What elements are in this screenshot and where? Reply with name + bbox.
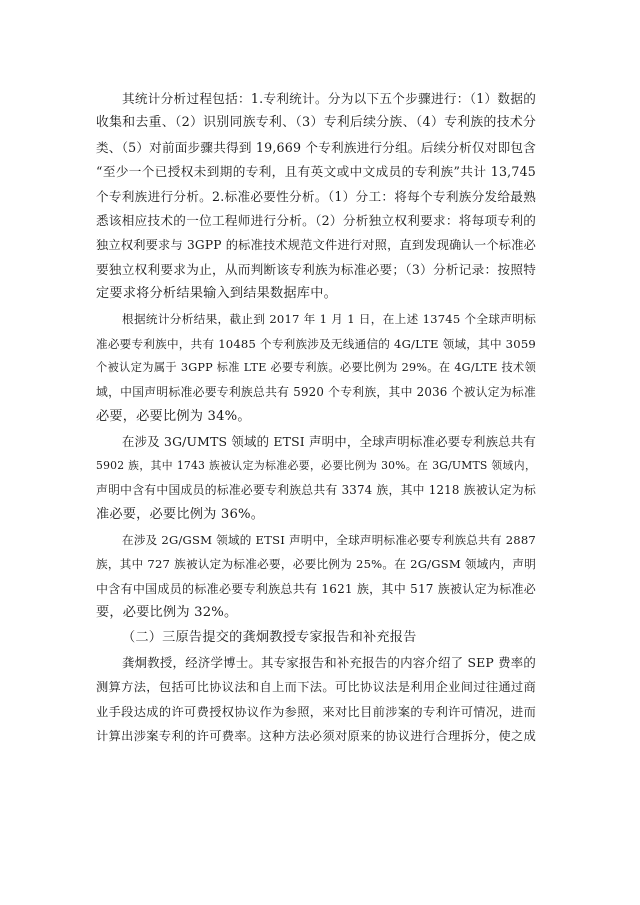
text-line: 业手段达成的许可费授权协议作为参照，来对比目前涉案的专利许可情况，进而 bbox=[96, 704, 536, 719]
text-line: 要独立权利要求为止，从而判断该专利族为标准必要；（3）分析记录：按照特 bbox=[96, 261, 536, 277]
text-line: 域，中国声明标准必要专利族总共有 5920 个专利族，其中 2036 个被认定为标准 bbox=[96, 385, 536, 400]
text-line: 在涉及 2G/GSM 领域的 ETSI 声明中，全球声明标准必要专利族总共有 2887 bbox=[122, 532, 536, 547]
text-line: 计算出涉案专利的许可费率。这种方法必须对原来的协议进行合理拆分，使之成 bbox=[96, 729, 536, 744]
text-line: 在涉及 3G/UMTS 领域的 ETSI 声明中，全球声明标准必要专利族总共有 bbox=[122, 433, 536, 449]
text-line: 测算方法，包括可比协议法和自上而下法。可比协议法是利用企业间过往通过商 bbox=[96, 680, 536, 695]
section-heading: （二）三原告提交的龚炯教授专家报告和补充报告 bbox=[122, 629, 417, 645]
text-line: 5902 族，其中 1743 族被认定为标准必要，必要比例为 30%。在 3G/UMTS 领域内， bbox=[96, 459, 536, 473]
text-line: 根据统计分析结果，截止到 2017 年 1 月 1 日，在上述 13745 个全球声明标 bbox=[122, 312, 536, 327]
text-line: 类、（5）对前面步骤共得到 19,669 个专利族进行分组。后续分析仅对即包含 bbox=[96, 139, 536, 155]
text-line: 其统计分析过程包括：1.专利统计。分为以下五个步骤进行：（1）数据的 bbox=[122, 91, 536, 106]
text-line: 要，必要比例为 32%。 bbox=[96, 604, 238, 620]
text-line: 独立权利要求与 3GPP 的标准技术规范文件进行对照，直到发现确认一个标准必 bbox=[96, 238, 536, 253]
text-line: 收集和去重、（2）识别同族专利、（3）专利后续分族、（4）专利族的技术分 bbox=[96, 115, 536, 131]
text-line: 中含有中国成员的标准必要专利族总共有 1621 族，其中 517 族被认定为标准必 bbox=[96, 581, 536, 596]
text-line: 族，其中 727 族被认定为标准必要，必要比例为 25%。在 2G/GSM 领域内，声明 bbox=[96, 557, 536, 572]
text-line: 个专利族进行分析。2.标准必要性分析。（1）分工：将每个专利族分发给最熟 bbox=[96, 188, 536, 204]
document-body bbox=[96, 87, 536, 749]
text-line: 声明中含有中国成员的标准必要专利族总共有 3374 族，其中 1218 族被认定为标 bbox=[96, 483, 536, 498]
text-line: 个被认定为属于 3GPP 标准 LTE 必要专利族。必要比例为 29%。在 4G/LTE 技术领 bbox=[96, 360, 536, 374]
text-line: 准必要专利族中，共有 10485 个专利族涉及无线通信的 4G/LTE 领域，其中 3059 bbox=[96, 336, 536, 351]
text-line: 悉该相应技术的一位工程师进行分析。（2）分析独立权利要求：将每项专利的 bbox=[96, 212, 536, 228]
text-line: 龚炯教授，经济学博士。其专家报告和补充报告的内容介绍了 SEP 费率的 bbox=[122, 654, 536, 670]
text-line: 准必要，必要比例为 36%。 bbox=[96, 506, 265, 522]
text-line: 定要求将分析结果输入到结果数据库中。 bbox=[96, 286, 337, 302]
text-line: “至少一个已授权未到期的专利，且有英文或中文成员的专利族”共计 13,745 bbox=[96, 164, 536, 180]
text-line: 必要，必要比例为 34%。 bbox=[96, 408, 251, 424]
